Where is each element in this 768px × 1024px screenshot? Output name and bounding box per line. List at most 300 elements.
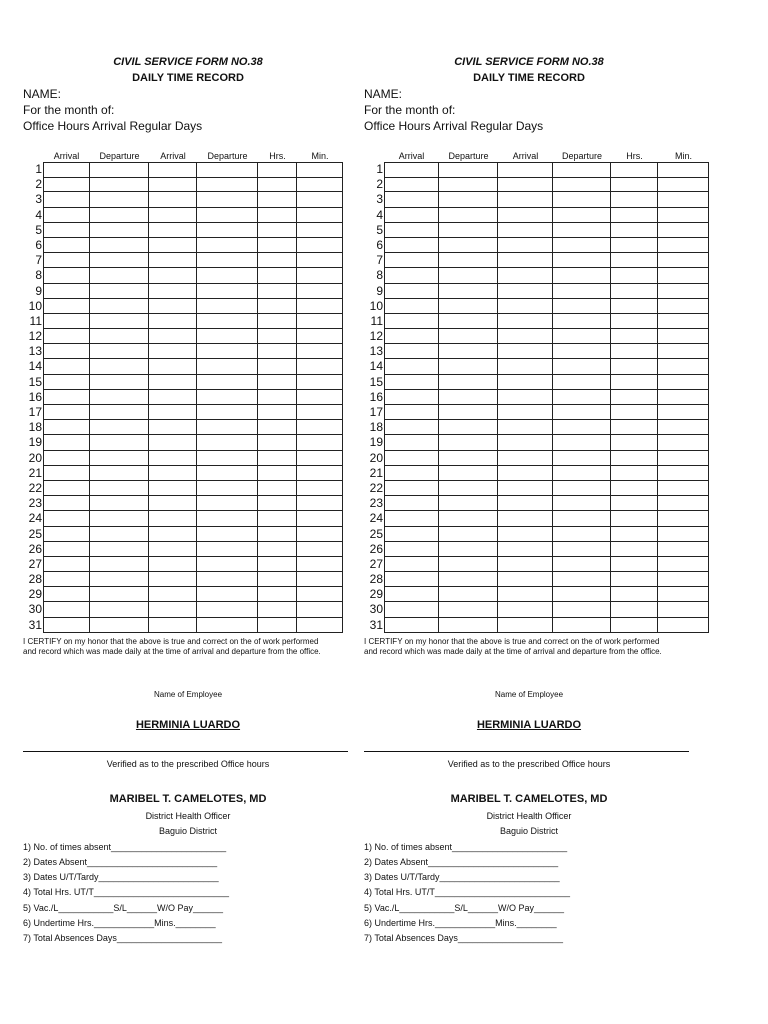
time-cell[interactable] [258, 344, 297, 359]
time-cell[interactable] [43, 466, 90, 481]
time-cell[interactable] [384, 238, 439, 253]
time-cell[interactable] [553, 344, 611, 359]
time-cell[interactable] [149, 557, 197, 572]
time-cell[interactable] [90, 268, 149, 283]
time-cell[interactable] [197, 223, 258, 238]
time-cell[interactable] [658, 572, 709, 587]
time-cell[interactable] [297, 359, 343, 374]
time-cell[interactable] [43, 420, 90, 435]
time-cell[interactable] [197, 466, 258, 481]
time-cell[interactable] [384, 208, 439, 223]
time-cell[interactable] [43, 192, 90, 207]
time-cell[interactable] [197, 314, 258, 329]
time-cell[interactable] [553, 284, 611, 299]
time-cell[interactable] [197, 542, 258, 557]
time-cell[interactable] [43, 253, 90, 268]
time-cell[interactable] [90, 314, 149, 329]
time-cell[interactable] [258, 542, 297, 557]
time-cell[interactable] [439, 238, 498, 253]
time-cell[interactable] [498, 208, 553, 223]
time-cell[interactable] [197, 359, 258, 374]
time-cell[interactable] [498, 587, 553, 602]
time-cell[interactable] [658, 359, 709, 374]
time-cell[interactable] [297, 314, 343, 329]
time-cell[interactable] [439, 435, 498, 450]
time-cell[interactable] [439, 405, 498, 420]
time-cell[interactable] [384, 299, 439, 314]
time-cell[interactable] [658, 299, 709, 314]
time-cell[interactable] [90, 208, 149, 223]
time-cell[interactable] [258, 375, 297, 390]
time-cell[interactable] [553, 390, 611, 405]
time-cell[interactable] [658, 602, 709, 617]
time-cell[interactable] [297, 557, 343, 572]
time-cell[interactable] [258, 602, 297, 617]
time-cell[interactable] [197, 587, 258, 602]
time-cell[interactable] [90, 542, 149, 557]
time-cell[interactable] [553, 542, 611, 557]
time-cell[interactable] [43, 299, 90, 314]
time-cell[interactable] [439, 162, 498, 178]
time-cell[interactable] [258, 435, 297, 450]
time-cell[interactable] [90, 511, 149, 526]
time-cell[interactable] [498, 359, 553, 374]
time-cell[interactable] [297, 618, 343, 633]
time-cell[interactable] [611, 466, 658, 481]
time-cell[interactable] [498, 284, 553, 299]
time-cell[interactable] [297, 466, 343, 481]
time-cell[interactable] [384, 527, 439, 542]
time-cell[interactable] [439, 420, 498, 435]
time-cell[interactable] [258, 481, 297, 496]
time-cell[interactable] [43, 527, 90, 542]
time-cell[interactable] [439, 268, 498, 283]
time-cell[interactable] [43, 390, 90, 405]
time-cell[interactable] [611, 451, 658, 466]
time-cell[interactable] [43, 314, 90, 329]
time-cell[interactable] [553, 420, 611, 435]
time-cell[interactable] [197, 192, 258, 207]
time-cell[interactable] [658, 208, 709, 223]
time-cell[interactable] [611, 481, 658, 496]
time-cell[interactable] [258, 466, 297, 481]
time-cell[interactable] [498, 451, 553, 466]
time-cell[interactable] [384, 344, 439, 359]
time-cell[interactable] [384, 268, 439, 283]
time-cell[interactable] [90, 435, 149, 450]
time-cell[interactable] [149, 587, 197, 602]
time-cell[interactable] [90, 344, 149, 359]
time-cell[interactable] [439, 496, 498, 511]
time-cell[interactable] [149, 602, 197, 617]
time-cell[interactable] [90, 451, 149, 466]
time-cell[interactable] [197, 253, 258, 268]
time-cell[interactable] [498, 344, 553, 359]
time-cell[interactable] [658, 435, 709, 450]
time-cell[interactable] [197, 208, 258, 223]
time-cell[interactable] [658, 466, 709, 481]
time-cell[interactable] [297, 284, 343, 299]
time-cell[interactable] [149, 481, 197, 496]
time-cell[interactable] [90, 618, 149, 633]
time-cell[interactable] [297, 405, 343, 420]
time-cell[interactable] [553, 314, 611, 329]
time-cell[interactable] [553, 527, 611, 542]
time-cell[interactable] [297, 177, 343, 192]
time-cell[interactable] [439, 314, 498, 329]
time-cell[interactable] [439, 253, 498, 268]
time-cell[interactable] [658, 481, 709, 496]
time-cell[interactable] [658, 390, 709, 405]
time-cell[interactable] [90, 572, 149, 587]
time-cell[interactable] [498, 253, 553, 268]
time-cell[interactable] [149, 466, 197, 481]
time-cell[interactable] [149, 329, 197, 344]
time-cell[interactable] [439, 208, 498, 223]
time-cell[interactable] [258, 223, 297, 238]
time-cell[interactable] [498, 223, 553, 238]
time-cell[interactable] [553, 268, 611, 283]
time-cell[interactable] [297, 481, 343, 496]
time-cell[interactable] [439, 284, 498, 299]
time-cell[interactable] [258, 359, 297, 374]
time-cell[interactable] [658, 375, 709, 390]
time-cell[interactable] [553, 375, 611, 390]
time-cell[interactable] [498, 268, 553, 283]
time-cell[interactable] [553, 618, 611, 633]
time-cell[interactable] [90, 284, 149, 299]
time-cell[interactable] [297, 253, 343, 268]
time-cell[interactable] [439, 299, 498, 314]
time-cell[interactable] [197, 527, 258, 542]
time-cell[interactable] [439, 344, 498, 359]
time-cell[interactable] [90, 405, 149, 420]
time-cell[interactable] [439, 618, 498, 633]
time-cell[interactable] [297, 223, 343, 238]
time-cell[interactable] [90, 496, 149, 511]
time-cell[interactable] [498, 192, 553, 207]
time-cell[interactable] [297, 390, 343, 405]
time-cell[interactable] [258, 299, 297, 314]
time-cell[interactable] [553, 253, 611, 268]
time-cell[interactable] [149, 268, 197, 283]
time-cell[interactable] [43, 284, 90, 299]
time-cell[interactable] [658, 557, 709, 572]
time-cell[interactable] [258, 238, 297, 253]
time-cell[interactable] [658, 344, 709, 359]
time-cell[interactable] [43, 405, 90, 420]
time-cell[interactable] [384, 390, 439, 405]
time-cell[interactable] [553, 162, 611, 178]
time-cell[interactable] [553, 466, 611, 481]
time-cell[interactable] [498, 435, 553, 450]
time-cell[interactable] [43, 602, 90, 617]
time-cell[interactable] [43, 359, 90, 374]
time-cell[interactable] [297, 496, 343, 511]
time-cell[interactable] [658, 177, 709, 192]
time-cell[interactable] [43, 572, 90, 587]
time-cell[interactable] [258, 253, 297, 268]
time-cell[interactable] [43, 268, 90, 283]
time-cell[interactable] [658, 527, 709, 542]
time-cell[interactable] [149, 390, 197, 405]
time-cell[interactable] [439, 511, 498, 526]
time-cell[interactable] [611, 223, 658, 238]
time-cell[interactable] [149, 572, 197, 587]
time-cell[interactable] [43, 618, 90, 633]
time-cell[interactable] [439, 572, 498, 587]
time-cell[interactable] [611, 208, 658, 223]
time-cell[interactable] [439, 466, 498, 481]
time-cell[interactable] [611, 496, 658, 511]
time-cell[interactable] [297, 587, 343, 602]
time-cell[interactable] [611, 253, 658, 268]
time-cell[interactable] [553, 481, 611, 496]
time-cell[interactable] [258, 451, 297, 466]
time-cell[interactable] [90, 329, 149, 344]
time-cell[interactable] [258, 572, 297, 587]
time-cell[interactable] [439, 587, 498, 602]
time-cell[interactable] [611, 177, 658, 192]
time-cell[interactable] [90, 390, 149, 405]
time-cell[interactable] [658, 314, 709, 329]
time-cell[interactable] [297, 527, 343, 542]
time-cell[interactable] [611, 192, 658, 207]
time-cell[interactable] [553, 435, 611, 450]
time-cell[interactable] [439, 223, 498, 238]
time-cell[interactable] [258, 587, 297, 602]
time-cell[interactable] [90, 253, 149, 268]
time-cell[interactable] [658, 253, 709, 268]
time-cell[interactable] [149, 238, 197, 253]
time-cell[interactable] [498, 572, 553, 587]
time-cell[interactable] [611, 238, 658, 253]
time-cell[interactable] [149, 344, 197, 359]
time-cell[interactable] [43, 587, 90, 602]
time-cell[interactable] [149, 162, 197, 178]
time-cell[interactable] [439, 375, 498, 390]
time-cell[interactable] [258, 162, 297, 178]
time-cell[interactable] [149, 253, 197, 268]
time-cell[interactable] [43, 238, 90, 253]
time-cell[interactable] [384, 602, 439, 617]
time-cell[interactable] [384, 481, 439, 496]
time-cell[interactable] [197, 299, 258, 314]
time-cell[interactable] [498, 162, 553, 178]
time-cell[interactable] [43, 557, 90, 572]
time-cell[interactable] [297, 238, 343, 253]
time-cell[interactable] [90, 299, 149, 314]
time-cell[interactable] [384, 329, 439, 344]
time-cell[interactable] [149, 496, 197, 511]
time-cell[interactable] [258, 284, 297, 299]
time-cell[interactable] [439, 177, 498, 192]
time-cell[interactable] [43, 162, 90, 178]
time-cell[interactable] [658, 238, 709, 253]
time-cell[interactable] [90, 557, 149, 572]
time-cell[interactable] [553, 602, 611, 617]
time-cell[interactable] [384, 587, 439, 602]
time-cell[interactable] [258, 329, 297, 344]
time-cell[interactable] [90, 587, 149, 602]
time-cell[interactable] [498, 329, 553, 344]
time-cell[interactable] [611, 375, 658, 390]
time-cell[interactable] [43, 542, 90, 557]
time-cell[interactable] [384, 572, 439, 587]
time-cell[interactable] [90, 238, 149, 253]
time-cell[interactable] [297, 602, 343, 617]
time-cell[interactable] [439, 451, 498, 466]
time-cell[interactable] [439, 329, 498, 344]
time-cell[interactable] [197, 435, 258, 450]
time-cell[interactable] [553, 451, 611, 466]
time-cell[interactable] [498, 496, 553, 511]
time-cell[interactable] [384, 253, 439, 268]
time-cell[interactable] [43, 223, 90, 238]
time-cell[interactable] [90, 192, 149, 207]
time-cell[interactable] [149, 284, 197, 299]
time-cell[interactable] [90, 527, 149, 542]
time-cell[interactable] [149, 359, 197, 374]
time-cell[interactable] [384, 466, 439, 481]
time-cell[interactable] [553, 496, 611, 511]
time-cell[interactable] [384, 177, 439, 192]
time-cell[interactable] [149, 511, 197, 526]
time-cell[interactable] [43, 208, 90, 223]
time-cell[interactable] [43, 329, 90, 344]
time-cell[interactable] [553, 192, 611, 207]
time-cell[interactable] [553, 177, 611, 192]
time-cell[interactable] [384, 405, 439, 420]
time-cell[interactable] [197, 572, 258, 587]
time-cell[interactable] [658, 268, 709, 283]
time-cell[interactable] [297, 572, 343, 587]
time-cell[interactable] [553, 359, 611, 374]
time-cell[interactable] [297, 435, 343, 450]
time-cell[interactable] [384, 511, 439, 526]
time-cell[interactable] [149, 542, 197, 557]
time-cell[interactable] [611, 527, 658, 542]
time-cell[interactable] [498, 466, 553, 481]
time-cell[interactable] [197, 420, 258, 435]
time-cell[interactable] [258, 557, 297, 572]
time-cell[interactable] [149, 177, 197, 192]
time-cell[interactable] [611, 420, 658, 435]
time-cell[interactable] [297, 162, 343, 178]
time-cell[interactable] [439, 481, 498, 496]
time-cell[interactable] [149, 192, 197, 207]
time-cell[interactable] [197, 451, 258, 466]
time-cell[interactable] [658, 162, 709, 178]
time-cell[interactable] [90, 359, 149, 374]
time-cell[interactable] [297, 268, 343, 283]
time-cell[interactable] [43, 177, 90, 192]
time-cell[interactable] [498, 375, 553, 390]
time-cell[interactable] [258, 496, 297, 511]
time-cell[interactable] [197, 405, 258, 420]
time-cell[interactable] [90, 177, 149, 192]
time-cell[interactable] [553, 405, 611, 420]
time-cell[interactable] [197, 557, 258, 572]
time-cell[interactable] [384, 542, 439, 557]
time-cell[interactable] [197, 177, 258, 192]
time-cell[interactable] [258, 511, 297, 526]
time-cell[interactable] [553, 557, 611, 572]
time-cell[interactable] [498, 314, 553, 329]
time-cell[interactable] [611, 435, 658, 450]
time-cell[interactable] [197, 375, 258, 390]
time-cell[interactable] [553, 238, 611, 253]
time-cell[interactable] [258, 527, 297, 542]
time-cell[interactable] [384, 223, 439, 238]
time-cell[interactable] [297, 420, 343, 435]
time-cell[interactable] [197, 344, 258, 359]
time-cell[interactable] [90, 466, 149, 481]
time-cell[interactable] [498, 618, 553, 633]
time-cell[interactable] [439, 192, 498, 207]
time-cell[interactable] [658, 192, 709, 207]
time-cell[interactable] [90, 162, 149, 178]
time-cell[interactable] [43, 344, 90, 359]
time-cell[interactable] [611, 602, 658, 617]
time-cell[interactable] [498, 527, 553, 542]
time-cell[interactable] [553, 208, 611, 223]
time-cell[interactable] [384, 496, 439, 511]
time-cell[interactable] [384, 557, 439, 572]
time-cell[interactable] [197, 390, 258, 405]
time-cell[interactable] [197, 329, 258, 344]
time-cell[interactable] [43, 511, 90, 526]
time-cell[interactable] [297, 192, 343, 207]
time-cell[interactable] [498, 557, 553, 572]
time-cell[interactable] [43, 481, 90, 496]
time-cell[interactable] [384, 435, 439, 450]
time-cell[interactable] [149, 314, 197, 329]
time-cell[interactable] [611, 329, 658, 344]
time-cell[interactable] [297, 451, 343, 466]
time-cell[interactable] [658, 284, 709, 299]
time-cell[interactable] [611, 162, 658, 178]
time-cell[interactable] [297, 299, 343, 314]
time-cell[interactable] [498, 405, 553, 420]
time-cell[interactable] [43, 375, 90, 390]
time-cell[interactable] [384, 451, 439, 466]
time-cell[interactable] [258, 177, 297, 192]
time-cell[interactable] [43, 496, 90, 511]
time-cell[interactable] [90, 481, 149, 496]
time-cell[interactable] [498, 542, 553, 557]
time-cell[interactable] [197, 511, 258, 526]
time-cell[interactable] [611, 268, 658, 283]
time-cell[interactable] [611, 314, 658, 329]
time-cell[interactable] [90, 420, 149, 435]
time-cell[interactable] [553, 587, 611, 602]
time-cell[interactable] [197, 268, 258, 283]
time-cell[interactable] [611, 390, 658, 405]
time-cell[interactable] [149, 435, 197, 450]
time-cell[interactable] [384, 375, 439, 390]
time-cell[interactable] [258, 208, 297, 223]
time-cell[interactable] [90, 223, 149, 238]
time-cell[interactable] [658, 451, 709, 466]
time-cell[interactable] [611, 542, 658, 557]
time-cell[interactable] [498, 299, 553, 314]
time-cell[interactable] [658, 420, 709, 435]
time-cell[interactable] [658, 223, 709, 238]
time-cell[interactable] [90, 602, 149, 617]
time-cell[interactable] [611, 405, 658, 420]
time-cell[interactable] [384, 284, 439, 299]
